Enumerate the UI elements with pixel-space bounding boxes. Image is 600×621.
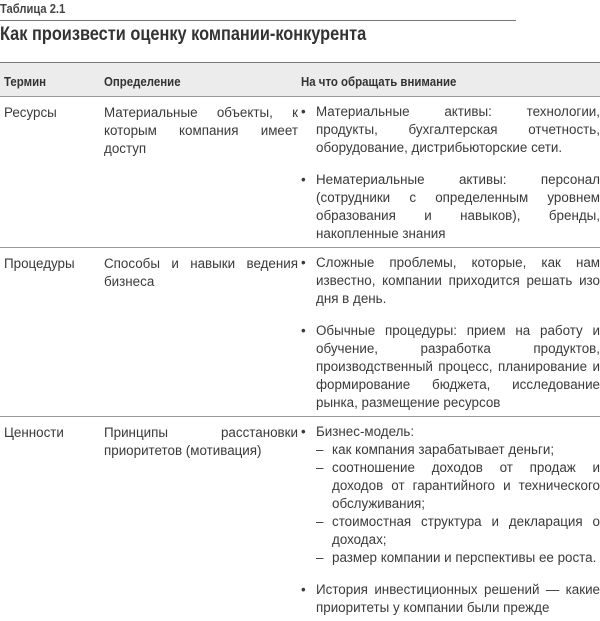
- bullet-icon: •: [301, 424, 306, 439]
- table-row: [0, 248, 600, 417]
- table-header: [0, 63, 600, 97]
- bullet-icon: •: [301, 172, 306, 187]
- sub-list-item: [316, 459, 600, 513]
- bullet-item: [301, 171, 600, 243]
- column-header-term: Термин: [4, 74, 47, 89]
- column-header-attention: На что обращать внимание: [301, 74, 457, 89]
- attention-cell: [298, 248, 600, 416]
- bullet-icon: •: [301, 255, 306, 270]
- dash-icon: –: [316, 460, 324, 475]
- bullet-item: [301, 103, 600, 157]
- attention-cell: [298, 417, 600, 621]
- sub-list-item: [316, 549, 600, 567]
- definition-cell: [100, 97, 298, 247]
- bullet-icon: •: [301, 582, 306, 597]
- sub-list-item: [316, 441, 600, 459]
- bullet-item: [301, 322, 600, 412]
- sub-list-text: соотношение доходов от продаж и доходов от гарантийного и технического обслуживания;: [332, 460, 600, 511]
- bullet-icon: •: [301, 104, 306, 119]
- sub-list-text: как компания зарабатывает деньги;: [332, 442, 555, 457]
- bullet-text: Обычные процедуры: прием на работу и обучение, разработка продуктов, производственный процесс, планирование и формирование бюджета, исследование рынка, размещение ресурсов: [316, 323, 600, 410]
- dash-icon: –: [316, 442, 324, 457]
- bullet-item: [301, 254, 600, 308]
- table-body: [0, 97, 600, 621]
- bullet-item: [301, 423, 600, 567]
- sub-list-item: [316, 513, 600, 549]
- definition-text: Способы и навыки ведения бизнеса: [104, 256, 298, 289]
- definition-cell: [100, 248, 298, 416]
- bullet-icon: •: [301, 323, 306, 338]
- dash-icon: –: [316, 514, 324, 529]
- bullet-text: Материальные активы: технологии, продукты, бухгалтерская отчетность, оборудование, дистрибьюторские сети.: [316, 104, 600, 155]
- table-title: Как произвести оценку компании-конкурента: [0, 24, 367, 45]
- sub-list-text: стоимостная структура и декларация о доходах;: [332, 514, 600, 547]
- table-row: [0, 97, 600, 248]
- definition-text: Принципы расстановки приоритетов (мотивация): [104, 425, 298, 458]
- definition-cell: [100, 417, 298, 621]
- comparison-table: [0, 62, 600, 621]
- table-caption: Таблица 2.1: [0, 0, 516, 21]
- bullet-text: Бизнес-модель:: [316, 424, 415, 439]
- column-header-definition: Определение: [104, 74, 181, 89]
- dash-icon: –: [316, 550, 324, 565]
- attention-cell: [298, 97, 600, 247]
- bullet-item: [301, 581, 600, 617]
- bullet-text: Сложные проблемы, которые, как нам известно, компании приходится решать изо дня в день.: [316, 255, 600, 306]
- table-row: [0, 417, 600, 621]
- bullet-text: История инвестиционных решений — какие приоритеты у компании были прежде: [316, 582, 600, 615]
- sub-list-text: размер компании и перспективы ее роста.: [332, 550, 597, 565]
- definition-text: Материальные объекты, к которым компания имеет доступ: [104, 105, 298, 156]
- term-cell: Процедуры: [4, 256, 75, 271]
- term-cell: Ценности: [4, 425, 64, 440]
- term-cell: Ресурсы: [4, 105, 57, 120]
- bullet-text: Нематериальные активы: персонал (сотрудники с определенным уровнем образования и навыков), бренды, накопленные знания: [316, 172, 600, 241]
